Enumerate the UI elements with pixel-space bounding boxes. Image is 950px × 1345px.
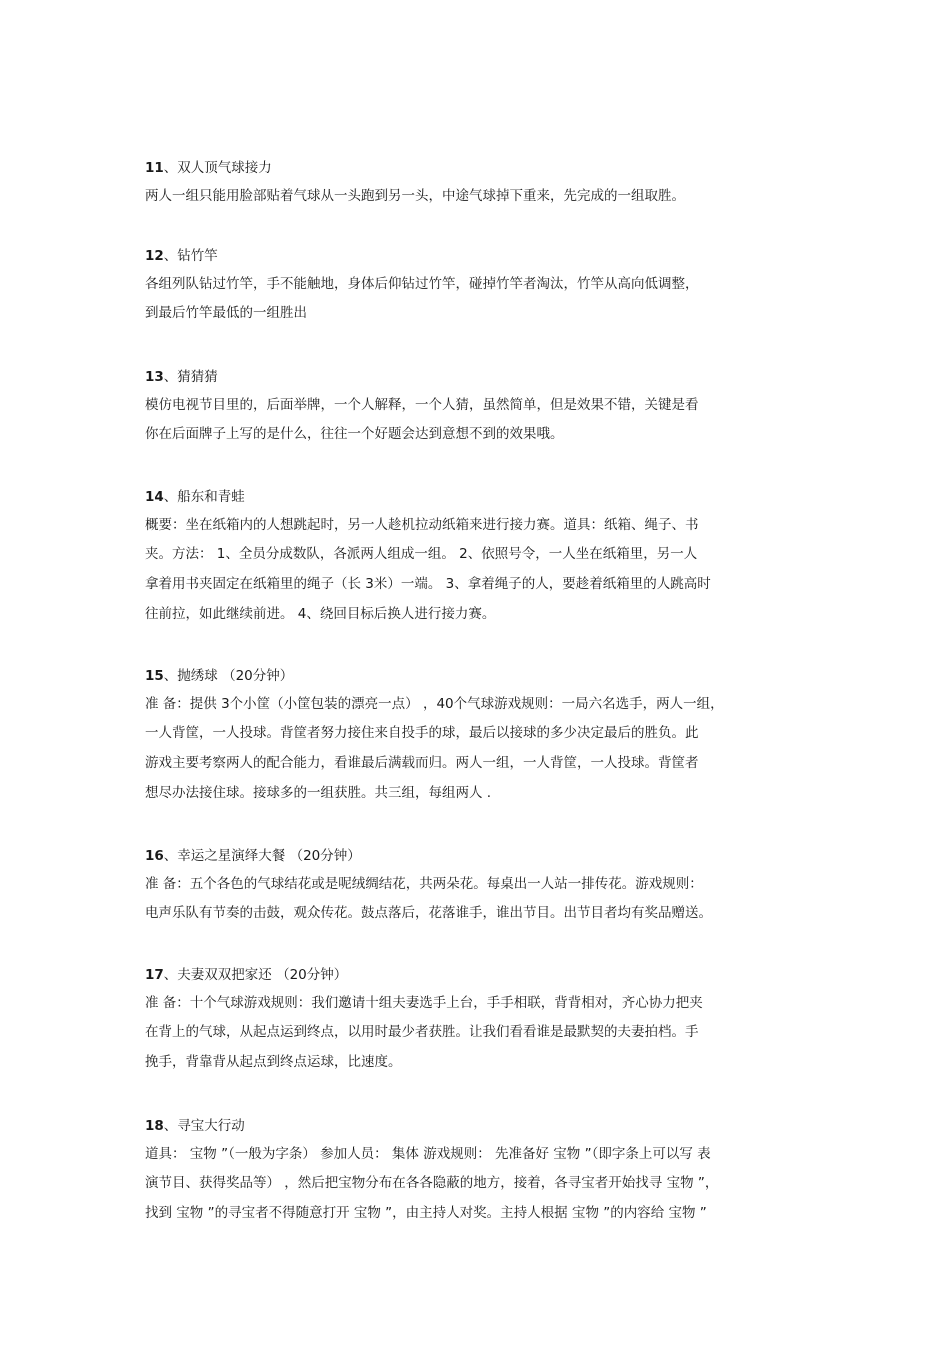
body-line: 概要：坐在纸箱内的人想跳起时，另一人趁机拉动纸箱来进行接力赛。道具：纸箱、绳子、书 bbox=[145, 517, 699, 533]
body-line: 两人一组只能用脸部贴着气球从一头跑到另一头，中途气球掉下重来，先完成的一组取胜。 bbox=[145, 188, 685, 204]
section-number: 13 bbox=[145, 369, 164, 385]
section-heading bbox=[145, 1117, 245, 1135]
body-line: 游戏主要考察两人的配合能力，看谁最后满载而归。两人一组，一人背筐，一人投球。背筐者 bbox=[145, 755, 699, 771]
body-line: 电声乐队有节奏的击鼓，观众传花。鼓点落后，花落谁手，谁出节目。出节目者均有奖品赠送。 bbox=[145, 905, 712, 921]
section-heading bbox=[145, 247, 218, 265]
section-number: 16 bbox=[145, 848, 164, 864]
section-heading bbox=[145, 368, 218, 386]
section-number: 18 bbox=[145, 1118, 164, 1134]
body-line: 道具： 宝物 ”（一般为字条） 参加人员： 集体 游戏规则： 先准备好 宝物 ”（即字条上可以写 表 bbox=[145, 1146, 711, 1162]
body-line: 演节目、获得奖品等） ，然后把宝物分布在各各隐蔽的地方，接着，各寻宝者开始找寻 宝物 ”， bbox=[145, 1175, 719, 1191]
body-line: 准 备：五个各色的气球结花或是呢绒绸结花，共两朵花。每桌出一人站一排传花。游戏规则： bbox=[145, 876, 703, 892]
section-heading bbox=[145, 847, 361, 865]
section-title: 、钻竹竿 bbox=[163, 248, 218, 264]
section-number: 11 bbox=[145, 160, 164, 176]
section-title: 、船东和青蛙 bbox=[163, 489, 245, 505]
body-line: 准 备：提供 3个小筐（小筐包装的漂亮一点） ，40个气球游戏规则：一局六名选手，两人一组， bbox=[145, 696, 724, 712]
body-line: 到最后竹竿最低的一组胜出 bbox=[145, 305, 307, 321]
section-title: 、双人顶气球接力 bbox=[163, 160, 272, 176]
body-line: 往前拉，如此继续前进。 4、绕回目标后换人进行接力赛。 bbox=[145, 606, 496, 622]
body-line: 一人背筐，一人投球。背筐者努力接住来自投手的球，最后以接球的多少决定最后的胜负。此 bbox=[145, 725, 699, 741]
body-line: 各组列队钻过竹竿，手不能触地，身体后仰钻过竹竿，碰掉竹竿者淘汰，竹竿从高向低调整， bbox=[145, 276, 699, 292]
body-line: 在背上的气球，从起点运到终点，以用时最少者获胜。让我们看看谁是最默契的夫妻拍档。手 bbox=[145, 1024, 699, 1040]
section-title: 、幸运之星演绎大餐 （20分钟） bbox=[163, 848, 361, 864]
section-heading bbox=[145, 159, 272, 177]
body-line: 模仿电视节目里的，后面举牌，一个人解释，一个人猜，虽然简单，但是效果不错，关键是看 bbox=[145, 397, 699, 413]
body-line: 准 备：十个气球游戏规则：我们邀请十组夫妻选手上台，手手相联，背背相对，齐心协力把夹 bbox=[145, 995, 703, 1011]
section-number: 12 bbox=[145, 248, 164, 264]
section-heading bbox=[145, 966, 347, 984]
section-title: 、寻宝大行动 bbox=[163, 1118, 245, 1134]
section-number: 17 bbox=[145, 967, 164, 983]
section-title: 、夫妻双双把家还 （20分钟） bbox=[163, 967, 348, 983]
body-line: 挽手，背靠背从起点到终点运球，比速度。 bbox=[145, 1054, 402, 1070]
section-heading bbox=[145, 667, 293, 685]
section-title: 、猜猜猜 bbox=[163, 369, 218, 385]
body-line: 找到 宝物 ”的寻宝者不得随意打开 宝物 ”，由主持人对奖。主持人根据 宝物 ”的内容给 宝物 ” bbox=[145, 1205, 707, 1221]
body-line: 想尽办法接住球。接球多的一组获胜。共三组，每组两人 . bbox=[145, 785, 492, 801]
section-title: 、抛绣球 （20分钟） bbox=[163, 668, 294, 684]
body-line: 拿着用书夹固定在纸箱里的绳子（长 3米）一端。 3、拿着绳子的人，要趁着纸箱里的人跳高时 bbox=[145, 576, 711, 592]
section-number: 14 bbox=[145, 489, 164, 505]
body-line: 你在后面牌子上写的是什么，往往一个好题会达到意想不到的效果哦。 bbox=[145, 426, 564, 442]
body-line: 夹。方法： 1、全员分成数队，各派两人组成一组。 2、依照号令，一人坐在纸箱里，另一人 bbox=[145, 546, 698, 562]
section-number: 15 bbox=[145, 668, 164, 684]
section-heading bbox=[145, 488, 245, 506]
